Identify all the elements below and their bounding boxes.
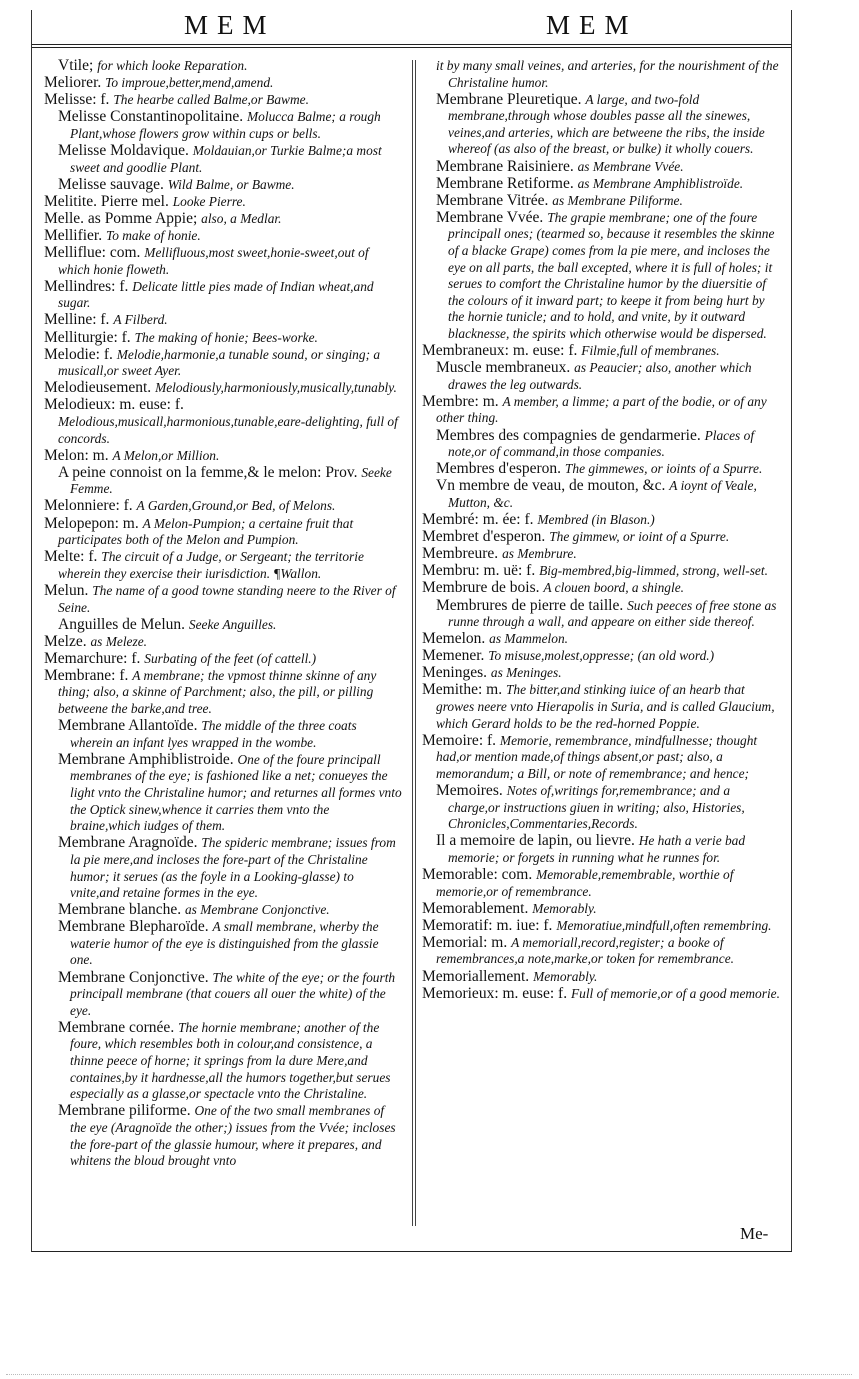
entry-headword: Memorial: m. (422, 933, 512, 951)
entry-headword: Melisse sauvage. (58, 175, 168, 193)
entry-definition: Membred (in Blason.) (537, 512, 655, 528)
dictionary-entry (422, 901, 784, 918)
entry-definition: A small membrane, wherby the waterie humor of the eye is distinguished from the glassie one. (70, 919, 379, 968)
entry-headword: Melodie: f. (44, 345, 117, 363)
entry-definition: Memoratiue,mindfull,often remembring. (556, 917, 772, 933)
entry-definition: The white of the eye; or the fourth principall membrane (that couers all ouer the white) of the eye. (70, 969, 396, 1018)
entry-definition: Memorably. (532, 900, 597, 916)
entry-headword: Anguilles de Melun. (58, 615, 189, 633)
entry-headword: Il a memoire de lapin, ou lievre. (436, 832, 639, 850)
dictionary-entry (44, 312, 402, 329)
entry-headword: Melline: f. (44, 311, 114, 329)
dictionary-entry (422, 665, 784, 682)
entry-headword: Membrane Blepharoïde. (58, 918, 213, 936)
entry-definition: Surbating of the feet (of cattell.) (144, 650, 317, 666)
entry-definition: A clouen boord, a shingle. (543, 580, 684, 596)
page-frame-left (31, 10, 32, 1252)
dictionary-entry (44, 1020, 402, 1103)
entry-definition: A membrane; the vpmost thinne skinne of any thing; also, a skinne of Parchment; also, the pill, or pilling betweene the barke,and tree. (58, 667, 377, 717)
dictionary-entry (44, 397, 402, 447)
entry-headword: Membreure. (422, 545, 503, 563)
entry-definition: A Melon-Pumpion; a certaine fruit that participates both of the Melon and Pumpion. (58, 515, 354, 548)
entry-headword: Membrures de pierre de taille. (436, 596, 628, 614)
entry-headword: Melisse: f. (44, 91, 114, 109)
entry-definition: One of the two small membranes of the eye (Aragnoïde the other;) issues from the Vvée; incloses the fore-part of the glassie humour, where it prepares, and whitens the bloud brought vnto (70, 1103, 396, 1169)
entry-definition: The making of honie; Bees-worke. (134, 329, 318, 345)
entry-definition: A Filberd. (113, 312, 168, 328)
entry-headword: Memoire: f. (422, 731, 500, 749)
dictionary-entry (44, 651, 402, 668)
entry-headword: Melisse Constantinopolitaine. (58, 108, 247, 126)
entry-headword: Melte: f. (44, 548, 102, 566)
dictionary-entry (44, 92, 402, 109)
dictionary-entry (44, 970, 402, 1020)
entry-definition: Big-membred,big-limmed, strong, well-set. (539, 563, 768, 579)
entry-headword: Muscle membraneux. (436, 359, 575, 377)
entry-headword: Membrane Vitrée. (436, 191, 553, 209)
entry-definition: as Mammelon. (489, 631, 569, 647)
entry-headword: Membru: m. uë: f. (422, 562, 540, 580)
entry-definition: Seeke Anguilles. (188, 616, 277, 632)
entry-headword: A peine connoist on la femme,& le melon: Prov. (58, 463, 362, 481)
entry-definition: Notes of,writings for,remembrance; and a charge,or instructions giuen in writing; also, Histories, Chronicles,Commentaries,Records. (448, 783, 745, 832)
entry-headword: Melun. (44, 581, 93, 599)
dictionary-entry (422, 563, 784, 580)
entry-definition: The bitter,and stinking iuice of an hearb that growes neere vnto Hierapolis in Suria, and is called Glaucium, which Gerard holds to be the red-horned Poppie. (436, 682, 775, 731)
entry-definition: Melodie,harmonie,a tunable sound, or singing; a musicall,or sweet Ayer. (58, 346, 381, 379)
entry-headword: Melodieux: m. euse: f. (44, 396, 184, 414)
entry-definition: One of the foure principall membranes of the eye; is fashioned like a net; conueyes the light vnto the Christaline humor; and returnes all formes vnto the Optick sinew,whence it carries them vnto the braine,which iudges of them. (70, 751, 402, 834)
entry-definition: To make of honie. (106, 227, 201, 243)
entry-headword: Melisse Moldavique. (58, 141, 193, 159)
dictionary-entry (44, 194, 402, 211)
dictionary-entry (44, 143, 402, 176)
dictionary-entry (44, 902, 402, 919)
footer-rule (32, 1251, 792, 1252)
dictionary-entry (422, 648, 784, 665)
entry-headword: Melze. (44, 632, 91, 650)
dictionary-entry (422, 58, 784, 91)
dictionary-entry (422, 598, 784, 631)
scan-edge (6, 1374, 852, 1375)
entry-definition: The grapie membrane; one of the foure principall ones; (tearmed so, because it resembles the skinne of a blacke Grape) comes from la pie mere, and incloses the eye on all parts, the ball excepted, where it is full of holes; it serues to comfort the Christaline humor by the diuersitie of the colours of it inward part; to keepe it from being hurt by the hornie tunicle; and to hold, and vnite, by it outward blacknesse, the spirits which otherwise would be dispersed. (448, 209, 775, 341)
page-frame-right (791, 10, 792, 1252)
entry-definition: as Meninges. (490, 665, 562, 681)
dictionary-entry (44, 75, 402, 92)
dictionary-entry (422, 193, 784, 210)
dictionary-entry (422, 159, 784, 176)
entry-definition: He hath a verie bad memorie; or forgets in running what he runnes for. (448, 833, 746, 865)
right-column (422, 58, 784, 1003)
dictionary-entry (422, 986, 784, 1003)
dictionary-entry (44, 228, 402, 245)
entry-definition: A ioynt of Veale, Mutton, &c. (448, 478, 757, 510)
dictionary-entry (422, 969, 784, 986)
entry-definition: Melodious,musicall,harmonious,tunable,eare-delighting, full of concords. (58, 413, 398, 446)
entry-definition: it by many small veines, and arteries, for the nourishment of the Christaline humor. (436, 58, 779, 90)
entry-headword: Mellindres: f. (44, 277, 133, 295)
dictionary-entry (422, 394, 784, 427)
entry-headword: Melitite. Pierre mel. (44, 192, 173, 210)
dictionary-entry (44, 211, 402, 228)
running-head-right: MEM (546, 10, 638, 40)
column-divider (412, 60, 413, 1226)
entry-definition: Molucca Balme; a rough Plant,whose flowers grow within cups or bells. (70, 109, 381, 141)
entry-definition: A member, a limme; a part of the bodie, or of any other thing. (436, 393, 767, 426)
entry-headword: Melle. as Pomme Appie; (44, 209, 202, 227)
entry-headword: Membrane Aragnoïde. (58, 834, 202, 852)
dictionary-entry (44, 583, 402, 616)
entry-headword: Meliorer. (44, 74, 106, 92)
dictionary-entry (44, 347, 402, 380)
entry-headword: Memorieux: m. euse: f. (422, 984, 571, 1002)
entry-headword: Membrane Vvée. (436, 208, 548, 226)
entry-headword: Membrane Pleuretique. (436, 90, 586, 108)
dictionary-entry (44, 634, 402, 651)
dictionary-entry (422, 867, 784, 900)
dictionary-entry (422, 631, 784, 648)
entry-definition: Seeke Femme. (70, 464, 392, 497)
entry-definition: A Melon,or Million. (112, 447, 220, 463)
entry-definition: A large, and two-fold membrane,through whose doubles passe all the sinewes, veines,and arteries, which are betweene the ribs, the inside whereof (as also of the breast, or bulke) it wholly couers. (448, 91, 765, 157)
dictionary-entry (44, 516, 402, 549)
catchword: Me- (740, 1224, 769, 1243)
entry-headword: Membrane cornée. (58, 1018, 179, 1036)
entry-definition: The middle of the three coats wherein an infant lyes wrapped in the wombe. (70, 718, 357, 750)
dictionary-entry (44, 245, 402, 278)
entry-definition: The hearbe called Balme,or Bawme. (113, 92, 309, 108)
dictionary-entry (422, 918, 784, 935)
running-header (32, 10, 792, 42)
dictionary-entry (44, 380, 402, 397)
dictionary-entry (44, 835, 402, 901)
entry-definition: as Membrane Amphiblistroïde. (577, 175, 744, 191)
entry-definition: Such peeces of free stone as runne through a wall, and appeare on either side thereof. (448, 597, 777, 630)
dictionary-entry (422, 580, 784, 597)
dictionary-entry (44, 498, 402, 515)
dictionary-entry (422, 343, 784, 360)
left-column (44, 58, 402, 1170)
dictionary-entry (44, 919, 402, 969)
entry-definition: The name of a good towne standing neere to the River of Seine. (58, 582, 396, 615)
entry-definition: Melodiously,harmoniously,musically,tunably. (155, 380, 397, 396)
entry-definition: The gimmewes, or ioints of a Spurre. (564, 461, 763, 477)
entry-headword: Membre: m. (422, 392, 503, 410)
entry-definition: Memorable,remembrable, worthie of memorie,or of remembrance. (436, 867, 734, 899)
header-rule-double (32, 47, 792, 48)
entry-definition: Places of note,or of command,in those companies. (448, 427, 755, 460)
dictionary-entry (422, 360, 784, 393)
entry-headword: Membrane blanche. (58, 901, 185, 919)
entry-headword: Mellifier. (44, 226, 106, 244)
entry-headword: Membraneux: m. euse: f. (422, 342, 582, 360)
dictionary-entry (422, 210, 784, 343)
entry-headword: Membret d'esperon. (422, 528, 550, 546)
dictionary-entry (44, 1103, 402, 1169)
dictionary-entry (422, 478, 784, 511)
entry-headword: Membrane Raisiniere. (436, 157, 578, 175)
entry-definition: Moldauian,or Turkie Balme;a most sweet and goodlie Plant. (70, 142, 382, 175)
dictionary-entry (422, 92, 784, 158)
dictionary-entry (44, 549, 402, 582)
entry-definition: A memoriall,record,register; a booke of remembrances,a note,marke,or token for remembrance. (436, 934, 734, 967)
entry-definition: as Membrure. (502, 546, 577, 562)
entry-headword: Meninges. (422, 664, 491, 682)
dictionary-entry (44, 752, 402, 835)
dictionary-entry (422, 512, 784, 529)
entry-definition: To misuse,molest,oppresse; (an old word.) (488, 648, 715, 664)
entry-definition: A Garden,Ground,or Bed, of Melons. (136, 498, 336, 514)
entry-headword: Membrane piliforme. (58, 1102, 195, 1120)
entry-definition: for which looke Reparation. (97, 58, 248, 73)
entry-definition: To improue,better,mend,amend. (105, 75, 274, 91)
entry-definition: also, a Medlar. (201, 210, 282, 226)
entry-headword: Membrane Conjonctive. (58, 968, 213, 986)
entry-definition: Full of memorie,or of a good memorie. (570, 985, 780, 1001)
dictionary-entry (422, 783, 784, 833)
dictionary-entry (422, 733, 784, 783)
dictionary-entry (422, 546, 784, 563)
entry-headword: Membrure de bois. (422, 579, 544, 597)
entry-headword: Membrane Retiforme. (436, 174, 578, 192)
entry-headword: Membré: m. ée: f. (422, 511, 538, 529)
entry-headword: Memoriallement. (422, 967, 534, 985)
dictionary-entry (422, 833, 784, 866)
entry-definition: as Membrane Piliforme. (552, 192, 683, 208)
entry-definition: Looke Pierre. (172, 193, 246, 209)
entry-headword: Memorablement. (422, 899, 533, 917)
entry-definition: as Membrane Vvée. (577, 158, 684, 174)
dictionary-entry (422, 529, 784, 546)
column-divider-double (415, 60, 416, 1226)
dictionary-entry (44, 448, 402, 465)
entry-headword: Vtile; (58, 57, 98, 74)
entry-headword: Memoires. (436, 782, 507, 800)
entry-definition: Mellifluous,most sweet,honie-sweet,out of which honie floweth. (58, 245, 369, 277)
entry-headword: Membrane Allantoïde. (58, 717, 202, 735)
entry-headword: Melodieusement. (44, 379, 156, 397)
entry-headword: Memoratif: m. iue: f. (422, 916, 557, 934)
entry-headword: Melonniere: f. (44, 497, 137, 515)
running-head-left: MEM (184, 10, 276, 40)
dictionary-entry (422, 176, 784, 193)
dictionary-entry (422, 935, 784, 968)
entry-definition: The gimmew, or ioint of a Spurre. (549, 529, 730, 545)
dictionary-entry (422, 682, 784, 732)
entry-definition: as Meleze. (90, 633, 148, 649)
entry-headword: Memelon. (422, 630, 490, 648)
entry-definition: The hornie membrane; another of the foure, which resembles both in colour,and consistence, a thinne peece of horne; it springs from la dure Mere,and containes,by it hardnesse,all the humors together,but serues especially as a glasse,or spectacle vnto the Christaline. (70, 1019, 391, 1102)
entry-headword: Membrane: f. (44, 666, 133, 684)
dictionary-entry (44, 718, 402, 751)
dictionary-entry (44, 465, 402, 498)
dictionary-entry (44, 617, 402, 634)
entry-headword: Membres des compagnies de gendarmerie. (436, 426, 705, 444)
dictionary-entry (44, 668, 402, 718)
entry-headword: Melliturgie: f. (44, 328, 135, 346)
entry-definition: Delicate little pies made of Indian wheat,and sugar. (58, 278, 374, 311)
entry-headword: Melopepon: m. (44, 514, 143, 532)
header-rule (32, 44, 792, 45)
entry-definition: Memorie, remembrance, mindfullnesse; thought had,or mention made,of things absent,or past; also, a memorandum; a Bill, or note of remembrance; and hence; (436, 732, 758, 781)
entry-headword: Memarchure: f. (44, 649, 145, 667)
entry-definition: as Membrane Conjonctive. (184, 902, 330, 918)
entry-headword: Memener. (422, 647, 489, 665)
entry-definition: The circuit of a Judge, or Sergeant; the territorie wherein they exercise their iurisdiction. ¶Wallon. (58, 549, 364, 581)
dictionary-entry (44, 330, 402, 347)
dictionary-entry (422, 461, 784, 478)
entry-headword: Melliflue: com. (44, 244, 145, 262)
entry-definition: as Peaucier; also, another which drawes the leg outwards. (448, 360, 752, 392)
dictionary-entry (44, 58, 402, 75)
entry-definition: Memorably. (533, 968, 598, 984)
entry-definition: Wild Balme, or Bawme. (167, 176, 295, 192)
entry-headword: Memithe: m. (422, 681, 506, 699)
entry-headword: Membres d'esperon. (436, 460, 565, 478)
dictionary-entry (422, 428, 784, 461)
entry-definition: The spideric membrane; issues from la pie mere,and incloses the fore-part of the Christaline humor; it serues (as the foyle in a Looking-glasse) to vnite,and retaine formes in the eye. (70, 835, 396, 901)
dictionary-entry (44, 177, 402, 194)
entry-headword: Melon: m. (44, 446, 113, 464)
entry-headword: Vn membre de veau, de mouton, &c. (436, 477, 670, 495)
entry-headword: Membrane Amphiblistroide. (58, 750, 238, 768)
dictionary-entry (44, 279, 402, 312)
entry-definition: Filmie,full of membranes. (581, 343, 720, 359)
dictionary-entry (44, 109, 402, 142)
entry-headword: Memorable: com. (422, 866, 537, 883)
